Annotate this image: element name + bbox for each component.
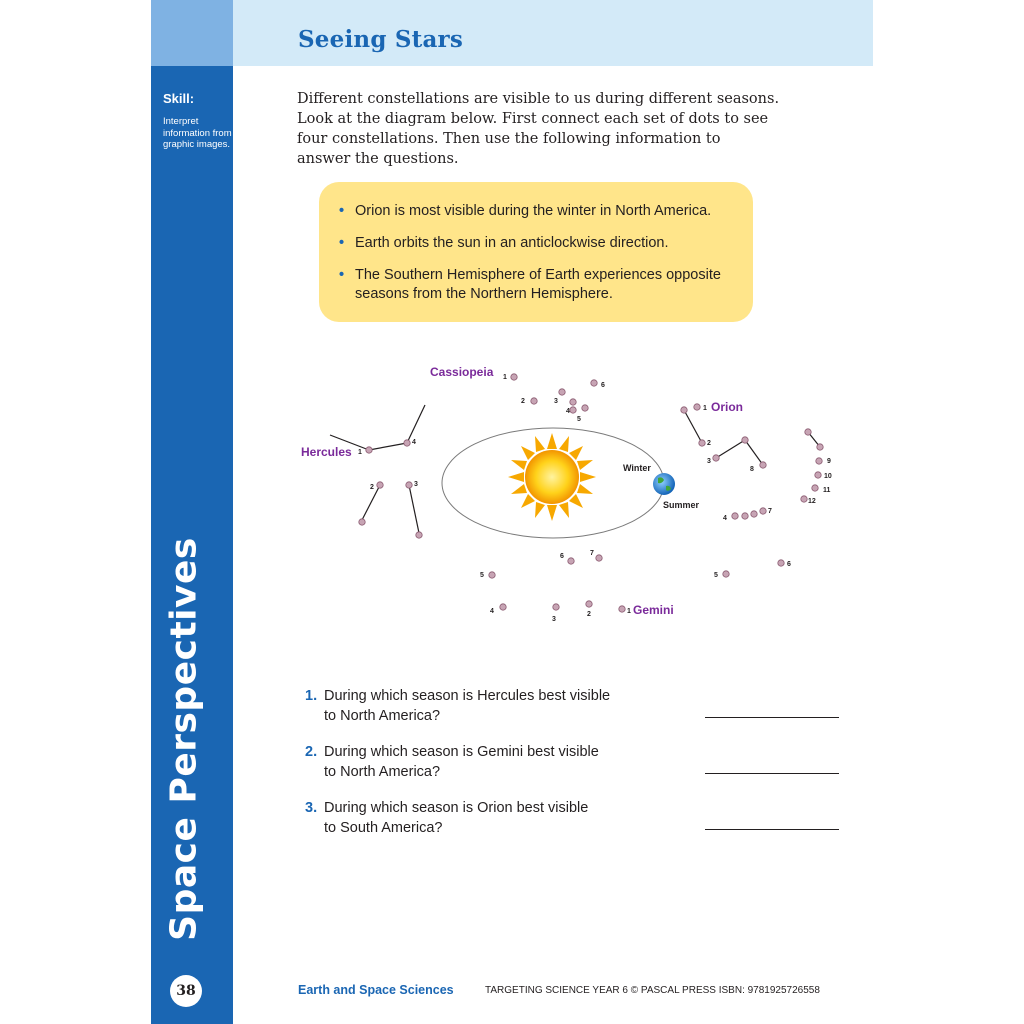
gemini-label: Gemini — [633, 603, 674, 617]
svg-text:5: 5 — [714, 572, 718, 579]
intro-line: Different constellations are visible to us during different seasons. — [297, 91, 780, 107]
star-dot-icon — [377, 482, 383, 488]
svg-text:2: 2 — [370, 484, 374, 491]
question-number: 2. — [305, 744, 318, 760]
star-dot-icon — [404, 440, 410, 446]
question-number: 1. — [305, 688, 318, 704]
svg-text:4: 4 — [566, 408, 570, 415]
svg-text:2: 2 — [587, 611, 591, 618]
star-dot-icon — [694, 404, 700, 410]
skill-description: Interpret information from graphic images. — [163, 116, 232, 150]
star-dot-icon — [713, 455, 719, 461]
svg-text:9: 9 — [827, 458, 831, 465]
star-dot-icon — [586, 601, 592, 607]
question-text: During which season is Orion best visible to South America? — [324, 800, 589, 836]
svg-text:10: 10 — [824, 473, 832, 480]
intro-line: answer the questions. — [297, 151, 459, 167]
star-dot-icon — [366, 447, 372, 453]
svg-text:1: 1 — [358, 449, 362, 456]
cassiopeia-label: Cassiopeia — [430, 365, 494, 379]
section-title: Space Perspectives — [163, 537, 205, 941]
svg-text:8: 8 — [750, 466, 754, 473]
star-dot-icon — [570, 407, 576, 413]
answer-line[interactable] — [705, 829, 839, 830]
page-title: Seeing Stars — [298, 26, 464, 53]
star-dot-icon — [531, 398, 537, 404]
star-dot-icon — [591, 380, 597, 386]
svg-text:4: 4 — [490, 608, 494, 615]
star-dot-icon — [732, 513, 738, 519]
svg-text:2: 2 — [521, 398, 525, 405]
svg-text:1: 1 — [703, 405, 707, 412]
intro-line: four constellations. Then use the following information to — [297, 131, 721, 147]
star-numbers — [358, 374, 832, 623]
svg-text:3: 3 — [707, 458, 711, 465]
info-bullet: • Orion is most visible during the winter in North America. — [339, 203, 712, 219]
summer-label: Summer — [663, 500, 700, 510]
star-dot-icon — [553, 604, 559, 610]
svg-text:3: 3 — [552, 616, 556, 623]
sidebar-header-block — [151, 0, 233, 66]
orion-label: Orion — [711, 400, 743, 414]
bullet-icon: • — [339, 267, 345, 283]
star-dot-icon — [619, 606, 625, 612]
star-dot-icon — [812, 485, 818, 491]
bullet-icon: • — [339, 235, 345, 251]
star-dot-icon — [801, 496, 807, 502]
svg-text:12: 12 — [808, 498, 816, 505]
skill-heading: Skill: — [163, 91, 195, 106]
svg-text:4: 4 — [412, 439, 416, 446]
question-number: 3. — [305, 800, 318, 816]
star-dot-icon — [742, 513, 748, 519]
star-dot-icon — [699, 440, 705, 446]
star-dot-icon — [596, 555, 602, 561]
star-dot-icon — [359, 519, 365, 525]
info-list — [339, 202, 739, 317]
hercules-label: Hercules — [301, 445, 352, 459]
svg-text:3: 3 — [554, 398, 558, 405]
question-text: During which season is Gemini best visible to North America? — [324, 744, 599, 780]
svg-text:11: 11 — [823, 487, 831, 494]
intro-line: Look at the diagram below. First connect each set of dots to see — [297, 111, 769, 127]
star-dot-icon — [760, 462, 766, 468]
intro-paragraph — [297, 89, 817, 169]
star-dot-icon — [817, 444, 823, 450]
bullet-icon: • — [339, 203, 345, 219]
star-dot-icon — [500, 604, 506, 610]
star-dot-icon — [511, 374, 517, 380]
info-bullet: • Earth orbits the sun in an anticlockwise direction. — [339, 235, 669, 251]
star-dot-icon — [681, 407, 687, 413]
star-dot-icon — [582, 405, 588, 411]
star-dot-icon — [723, 571, 729, 577]
star-dot-icon — [568, 558, 574, 564]
footer-publisher: TARGETING SCIENCE YEAR 6 © PASCAL PRESS ISBN: 9781925726558 — [485, 985, 820, 996]
sun-icon — [508, 433, 596, 521]
svg-text:5: 5 — [480, 572, 484, 579]
svg-text:6: 6 — [787, 561, 791, 568]
svg-text:7: 7 — [768, 508, 772, 515]
svg-text:7: 7 — [590, 550, 594, 557]
star-dot-icon — [815, 472, 821, 478]
star-dot-icon — [751, 511, 757, 517]
svg-text:6: 6 — [601, 382, 605, 389]
star-dot-icon — [406, 482, 412, 488]
svg-text:4: 4 — [723, 515, 727, 522]
svg-text:5: 5 — [577, 416, 581, 423]
star-dot-icon — [742, 437, 748, 443]
svg-text:1: 1 — [627, 608, 631, 615]
question-text: During which season is Hercules best visible to North America? — [324, 688, 611, 724]
star-dot-icon — [416, 532, 422, 538]
svg-text:2: 2 — [707, 440, 711, 447]
answer-line[interactable] — [705, 717, 839, 718]
earth-icon — [653, 473, 675, 495]
footer-subject: Earth and Space Sciences — [298, 983, 454, 997]
star-dot-icon — [559, 389, 565, 395]
star-dot-icon — [570, 399, 576, 405]
svg-text:6: 6 — [560, 553, 564, 560]
constellation-diagram — [290, 355, 850, 630]
svg-text:1: 1 — [503, 374, 507, 381]
svg-text:3: 3 — [414, 481, 418, 488]
star-dot-icon — [778, 560, 784, 566]
answer-line[interactable] — [705, 773, 839, 774]
star-dot-icon — [489, 572, 495, 578]
page-number: 38 — [170, 975, 202, 1007]
info-box — [319, 182, 753, 322]
star-dot-icon — [760, 508, 766, 514]
star-dot-icon — [816, 458, 822, 464]
winter-label: Winter — [623, 463, 651, 473]
info-bullet: • The Southern Hemisphere of Earth experiences opposite seasons from the Northern Hemisphere. — [339, 267, 721, 302]
star-dot-icon — [805, 429, 811, 435]
